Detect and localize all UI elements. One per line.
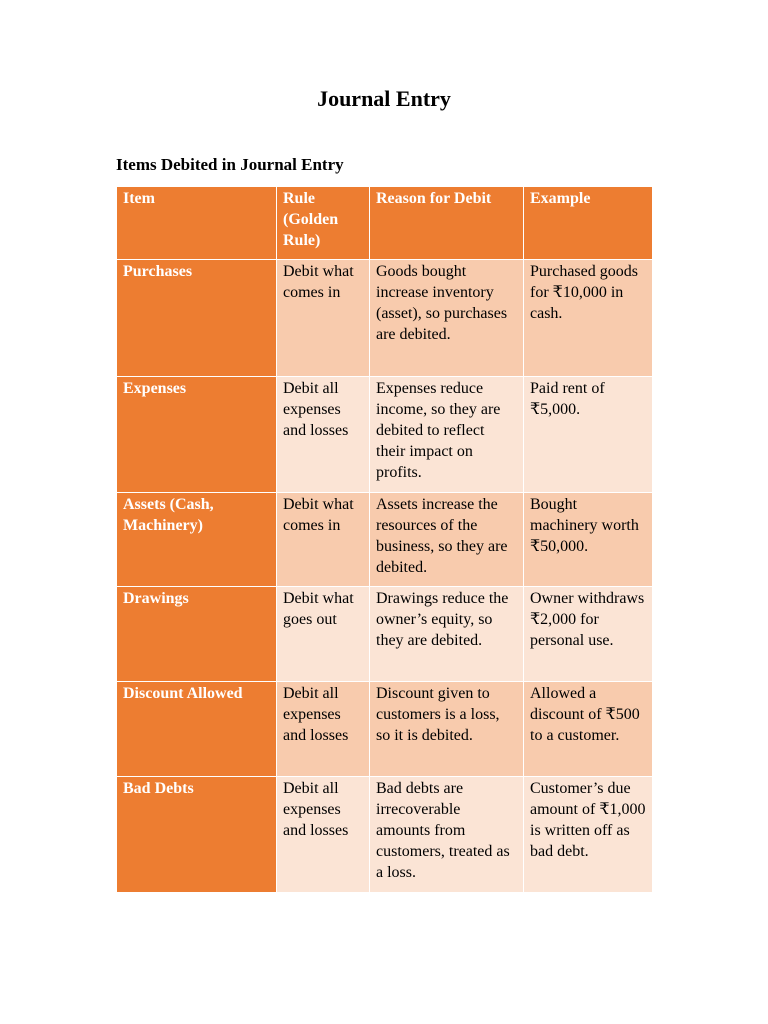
row-rule: Debit all expenses and losses [277,682,370,777]
table-header-row [117,187,653,260]
row-rule: Debit all expenses and losses [277,777,370,893]
row-example: Bought machinery worth ₹50,000. [524,493,653,587]
page-title: Journal Entry [317,86,451,111]
row-rule: Debit what comes in [277,260,370,377]
row-example: Purchased goods for ₹10,000 in cash. [524,260,653,377]
row-item: Assets (Cash, Machinery) [117,493,277,587]
table-row [117,777,653,893]
table-row [117,682,653,777]
header-item: Item [117,187,277,260]
row-item: Purchases [117,260,277,377]
row-reason: Expenses reduce income, so they are debited to reflect their impact on profits. [370,377,524,493]
row-reason: Goods bought increase inventory (asset), so purchases are debited. [370,260,524,377]
table-row [117,377,653,493]
row-rule: Debit what goes out [277,587,370,682]
row-reason: Discount given to customers is a loss, so it is debited. [370,682,524,777]
header-example: Example [524,187,653,260]
row-example: Paid rent of ₹5,000. [524,377,653,493]
section-heading: Items Debited in Journal Entry [116,155,344,174]
table-row [117,587,653,682]
row-item: Drawings [117,587,277,682]
row-reason: Drawings reduce the owner’s equity, so they are debited. [370,587,524,682]
journal-entry-table [116,186,653,893]
row-reason: Bad debts are irrecoverable amounts from customers, treated as a loss. [370,777,524,893]
table-row [117,493,653,587]
row-rule: Debit what comes in [277,493,370,587]
row-example: Customer’s due amount of ₹1,000 is written off as bad debt. [524,777,653,893]
row-reason: Assets increase the resources of the business, so they are debited. [370,493,524,587]
row-rule: Debit all expenses and losses [277,377,370,493]
row-example: Owner withdraws ₹2,000 for personal use. [524,587,653,682]
row-item: Discount Allowed [117,682,277,777]
row-item: Bad Debts [117,777,277,893]
header-reason: Reason for Debit [370,187,524,260]
table-row [117,260,653,377]
row-item: Expenses [117,377,277,493]
row-example: Allowed a discount of ₹500 to a customer. [524,682,653,777]
header-rule: Rule (Golden Rule) [277,187,370,260]
